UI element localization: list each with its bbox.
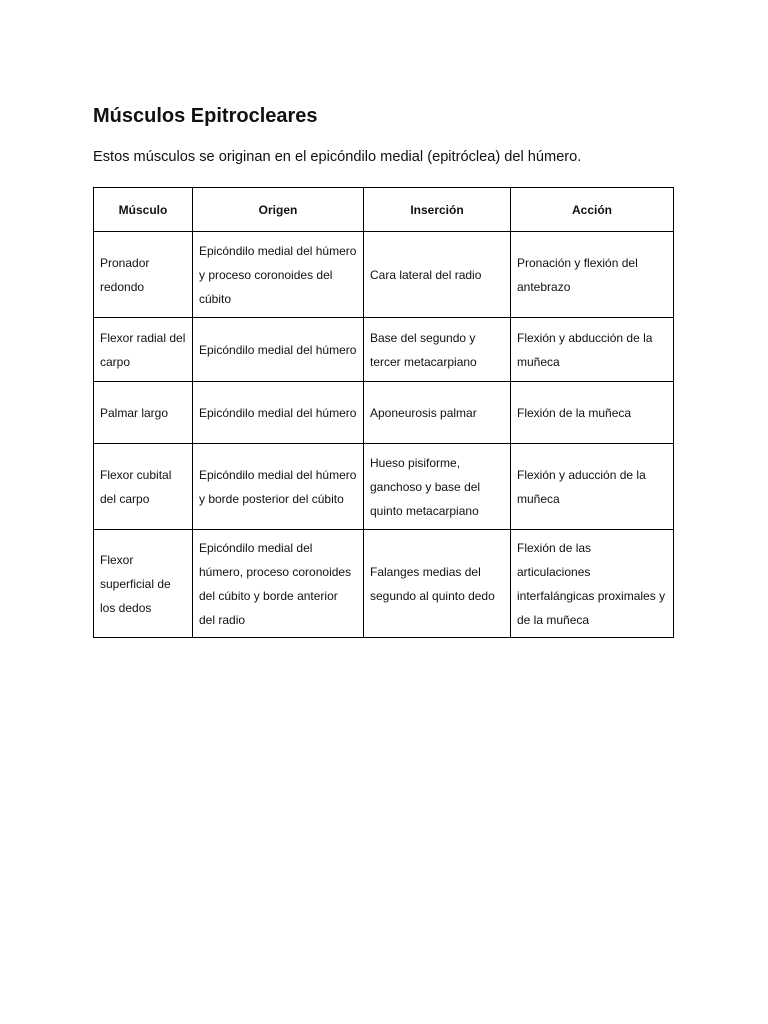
cell-accion: Flexión de la muñeca: [511, 382, 674, 444]
cell-origen: Epicóndilo medial del húmero, proceso coronoides del cúbito y borde anterior del radio: [193, 530, 364, 638]
column-header-insercion: Inserción: [364, 188, 511, 232]
cell-musculo: Palmar largo: [94, 382, 193, 444]
table-row: [94, 382, 674, 444]
cell-accion: Flexión y aducción de la muñeca: [511, 444, 674, 530]
cell-origen: Epicóndilo medial del húmero: [193, 382, 364, 444]
table-row: [94, 530, 674, 638]
cell-origen: Epicóndilo medial del húmero: [193, 318, 364, 382]
column-header-origen: Origen: [193, 188, 364, 232]
table-header-row: [94, 188, 674, 232]
cell-musculo: Flexor cubital del carpo: [94, 444, 193, 530]
column-header-accion: Acción: [511, 188, 674, 232]
cell-musculo: Flexor superficial de los dedos: [94, 530, 193, 638]
cell-insercion: Falanges medias del segundo al quinto dedo: [364, 530, 511, 638]
cell-accion: Flexión de las articulaciones interfalángicas proximales y de la muñeca: [511, 530, 674, 638]
cell-insercion: Base del segundo y tercer metacarpiano: [364, 318, 511, 382]
table-row: [94, 444, 674, 530]
page-title: Músculos Epitrocleares: [93, 105, 318, 127]
cell-musculo: Flexor radial del carpo: [94, 318, 193, 382]
cell-origen: Epicóndilo medial del húmero y proceso coronoides del cúbito: [193, 232, 364, 318]
cell-insercion: Aponeurosis palmar: [364, 382, 511, 444]
table-row: [94, 232, 674, 318]
cell-origen: Epicóndilo medial del húmero y borde posterior del cúbito: [193, 444, 364, 530]
intro-paragraph: Estos músculos se originan en el epicóndilo medial (epitróclea) del húmero.: [93, 149, 582, 165]
cell-accion: Pronación y flexión del antebrazo: [511, 232, 674, 318]
cell-accion: Flexión y abducción de la muñeca: [511, 318, 674, 382]
cell-musculo: Pronador redondo: [94, 232, 193, 318]
muscles-table: [93, 187, 674, 638]
column-header-musculo: Músculo: [94, 188, 193, 232]
cell-insercion: Hueso pisiforme, ganchoso y base del quinto metacarpiano: [364, 444, 511, 530]
table-row: [94, 318, 674, 382]
cell-insercion: Cara lateral del radio: [364, 232, 511, 318]
